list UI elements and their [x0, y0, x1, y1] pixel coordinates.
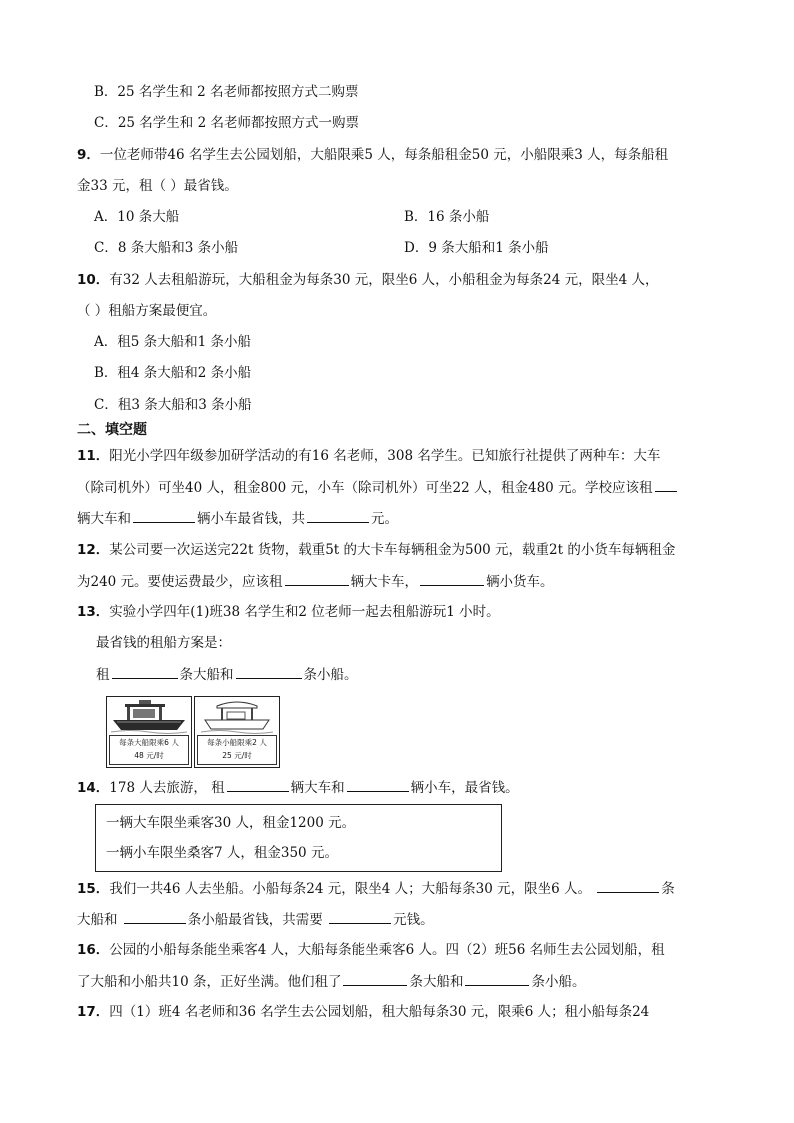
q15-stem-line1: 15．我们一共46 人去坐船。小船每条24 元，限坐4 人；大船每条30 元，限坐6 人。 条 — [77, 878, 675, 899]
q9-number: 9． — [77, 147, 100, 163]
q8-option-c[interactable]: C．25 名学生和 2 名老师都按照方式一购票 — [94, 115, 359, 131]
q12-blank-2[interactable] — [420, 571, 484, 586]
vehicle-info-box — [95, 804, 502, 872]
q15-stem-line2: 大船和 条小船最省钱，共需要 元钱。 — [77, 909, 434, 930]
small-boat-label: 每条小船限乘2 人 25 元/时 — [197, 735, 277, 765]
boat-illustration — [106, 696, 278, 770]
q11-blank-2[interactable] — [133, 508, 195, 523]
big-boat-card — [106, 696, 192, 768]
q15-blank-3[interactable] — [329, 909, 391, 924]
q9-option-d[interactable]: D．9 条大船和1 条小船 — [404, 240, 549, 256]
big-boat-label: 每条大船限乘6 人 48 元/时 — [109, 735, 189, 765]
q12-stem-line2: 为240 元。要使运费最少，应该租 辆大卡车， 辆小货车。 — [77, 571, 554, 592]
q10-option-c[interactable]: C．租3 条大船和3 条小船 — [94, 397, 252, 413]
q11-stem-line1: 11．阳光小学四年级参加研学活动的有16 名老师，308 名学生。已知旅行社提供了两种车：大车 — [77, 448, 661, 464]
q10-option-a[interactable]: A．租5 条大船和1 条小船 — [94, 334, 252, 350]
section-heading-fill-in: 二、填空题 — [77, 422, 147, 438]
big-boat-icon — [111, 700, 187, 734]
q10-number: 10． — [77, 272, 110, 288]
q16-blank-2[interactable] — [465, 971, 529, 986]
q9-option-a[interactable]: A．10 条大船 — [94, 209, 180, 225]
q16-stem-line2: 了大船和小船共10 条，正好坐满。他们租了 条大船和 条小船。 — [77, 971, 585, 992]
q15-number: 15． — [77, 881, 110, 897]
q13-number: 13． — [77, 604, 110, 620]
q15-blank-1[interactable] — [597, 878, 659, 893]
q10-stem-line2: （ ）租船方案最便宜。 — [77, 303, 217, 319]
q11-blank-1[interactable] — [655, 477, 677, 492]
q17-stem-line1: 17．四（1）班4 名老师和36 名学生去公园划船，租大船每条30 元，限乘6 人；租小船每条24 — [77, 1004, 650, 1020]
big-vehicle-info: 一辆大车限坐乘客30 人，租金1200 元。 — [106, 815, 356, 831]
q10-option-b[interactable]: B．租4 条大船和2 条小船 — [94, 365, 252, 381]
q9-option-b[interactable]: B．16 条小船 — [404, 209, 490, 225]
q11-blank-3[interactable] — [307, 508, 369, 523]
q12-stem-line1: 12．某公司要一次运送完22t 货物，载重5t 的大卡车每辆租金为500 元，载重2t 的小货车每辆租金 — [77, 542, 676, 558]
q9-stem-line1: 9．一位老师带46 名学生去公园划船，大船限乘5 人，每条船租金50 元，小船限乘3 人，每条船租 — [77, 147, 669, 163]
q17-number: 17． — [77, 1004, 110, 1020]
q12-blank-1[interactable] — [285, 571, 349, 586]
q13-stem-line2: 最省钱的租船方案是： — [96, 635, 231, 651]
q12-number: 12． — [77, 542, 110, 558]
q14-blank-1[interactable] — [227, 777, 289, 792]
q10-stem-line1: 10．有32 人去租船游玩，大船租金为每条30 元，限坐6 人，小船租金为每条24 元，限坐4 人， — [77, 272, 659, 288]
q14-stem-line1: 14．178 人去旅游， 租 辆大车和 辆小车，最省钱。 — [77, 777, 519, 798]
q13-blank-2[interactable] — [236, 664, 302, 679]
q11-stem-line2: （除司机外）可坐40 人，租金800 元，小车（除司机外）可坐22 人，租金480 元。学校应该租 — [77, 477, 679, 498]
q8-option-b[interactable]: B．25 名学生和 2 名老师都按照方式二购票 — [94, 84, 359, 100]
small-boat-card — [194, 696, 280, 768]
q14-blank-2[interactable] — [347, 777, 409, 792]
q16-blank-1[interactable] — [343, 971, 407, 986]
q13-stem-line1: 13．实验小学四年(1)班38 名学生和2 位老师一起去租船游玩1 小时。 — [77, 604, 500, 620]
q11-stem-line3: 辆大车和 辆小车最省钱，共 元。 — [77, 508, 398, 529]
q9-option-c[interactable]: C．8 条大船和3 条小船 — [94, 240, 239, 256]
q9-stem-line2: 金33 元，租（ ）最省钱。 — [77, 178, 238, 194]
q16-stem-line1: 16．公园的小船每条能坐乘客4 人，大船每条能坐乘客6 人。四（2）班56 名师生去公园划船，租 — [77, 942, 665, 958]
q14-number: 14． — [77, 780, 110, 796]
q15-blank-2[interactable] — [124, 909, 186, 924]
q11-number: 11． — [77, 448, 110, 464]
small-vehicle-info: 一辆小车限坐桑客7 人，租金350 元。 — [106, 845, 338, 861]
q16-number: 16． — [77, 942, 110, 958]
q13-blank-1[interactable] — [112, 664, 178, 679]
small-boat-icon — [199, 700, 275, 734]
q13-stem-line3: 租 条大船和 条小船。 — [96, 664, 358, 685]
